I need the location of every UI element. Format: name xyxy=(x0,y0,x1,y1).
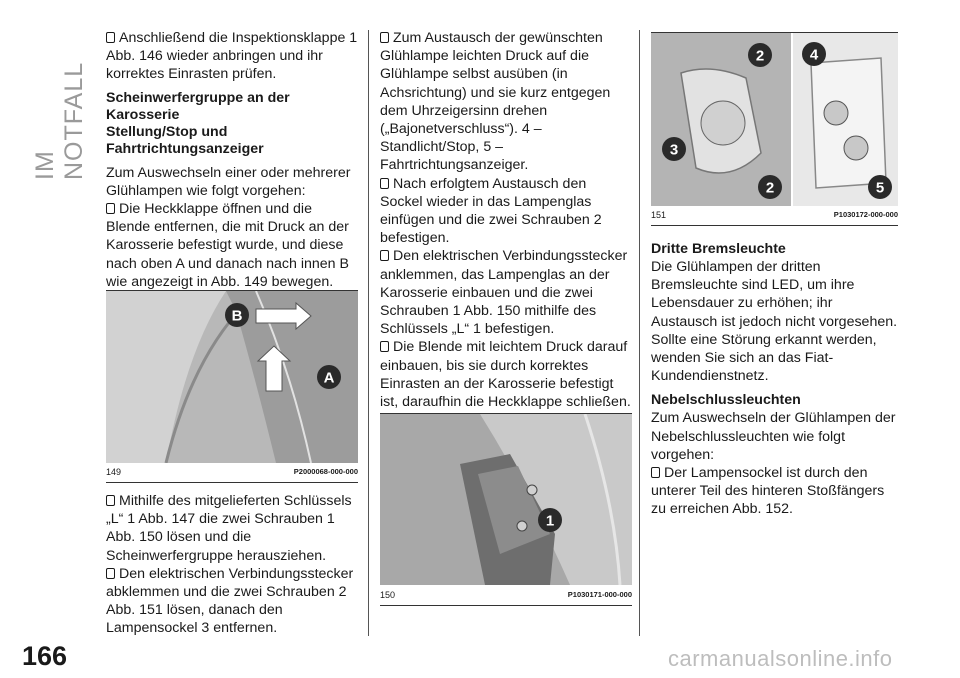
column-divider-1 xyxy=(368,30,369,636)
svg-text:2: 2 xyxy=(765,179,775,197)
figure-150-drawing xyxy=(380,414,632,585)
svg-text:2: 2 xyxy=(755,47,765,65)
svg-text:4: 4 xyxy=(809,46,819,64)
figure-number: 149 xyxy=(106,467,122,477)
paragraph: Die Heckklappe öffnen und die Blende entfernen, die mit Druck an der Karosserie befestigt wurde, und diese nach oben A und danach nach innen B wie angezeigt in Abb. 149 bewegen. xyxy=(106,200,358,291)
figure-number: 151 xyxy=(651,210,667,220)
figure-151-bottom-rule xyxy=(651,225,898,226)
paragraph: Zum Auswechseln einer oder mehrerer Glühlampen wie folgt vorgehen: xyxy=(106,164,351,199)
column-1-lower xyxy=(106,492,358,638)
watermark: carmanualsonline.info xyxy=(668,646,893,671)
svg-text:1: 1 xyxy=(545,512,555,530)
figure-number: 150 xyxy=(380,590,396,600)
paragraph: Den elektrischen Verbindungsstecker abklemmen und die zwei Schrauben 2 Abb. 151 lösen, danach den Lampensockel 3 entfernen. xyxy=(106,565,358,638)
column-2 xyxy=(380,29,632,411)
callout-2-bottom xyxy=(757,174,783,200)
figure-code: P2000068-000-000 xyxy=(293,467,358,476)
callout-4 xyxy=(801,41,827,67)
figure-code: P1030171-000-000 xyxy=(567,590,632,599)
figure-150-bottom-rule xyxy=(380,605,632,606)
paragraph: Zum Austausch der gewünschten Glühlampe leichten Druck auf die Glühlampe selbst ausüben (in Achsrichtung) und sie kurz entgegen dem Uhrzeigersinn drehen („Bajonetverschluss“). 4 – Standlicht/Stop, 5 – Fahrtrichtungsanzeiger. xyxy=(380,29,632,175)
heading-position-stop: Stellung/Stop und Fahrtrichtungsanzeiger xyxy=(106,123,264,157)
column-1 xyxy=(106,29,358,291)
svg-text:A: A xyxy=(323,369,335,387)
paragraph: Die Glühlampen der dritten Bremsleuchte sind LED, um ihre Lebensdauer zu erhöhen; ihr Austausch ist jedoch nicht vorgesehen. Sollte eine Störung erkannt werden, wenden Sie sich an das Fiat-Kundendienstnetz. xyxy=(651,259,898,385)
svg-text:3: 3 xyxy=(669,141,679,159)
svg-text:B: B xyxy=(231,307,243,325)
paragraph: Zum Auswechseln der Glühlampen der Nebelschlussleuchten wie folgt vorgehen: xyxy=(651,410,896,463)
paragraph: Nach erfolgtem Austausch den Sockel wieder in das Lampenglas einfügen und die zwei Schrauben 2 befestigen. xyxy=(380,175,632,248)
page-number: 166 xyxy=(22,641,68,671)
heading-headlight-group: Scheinwerfergruppe an der Karosserie xyxy=(106,89,290,123)
callout-1 xyxy=(537,507,563,533)
heading-fog-lights: Nebelschlussleuchten xyxy=(651,392,801,409)
callout-b xyxy=(224,302,250,328)
callout-3 xyxy=(661,136,687,162)
column-divider-2 xyxy=(639,30,640,636)
paragraph: Die Blende mit leichtem Druck darauf einbauen, bis sie durch korrektes Einrasten an der Karosserie befestigt ist, daraufhin die Heckklappe schließen. xyxy=(380,339,631,411)
paragraph: Der Lampensockel ist durch den unterer Teil des hinteren Stoßfängers zu erreichen Abb. 152. xyxy=(651,464,901,519)
figure-149-image xyxy=(106,291,358,463)
callout-a xyxy=(316,364,342,390)
figure-150-caption xyxy=(380,590,632,602)
figure-149-bottom-rule xyxy=(106,482,358,483)
paragraph: Mithilfe des mitgelieferten Schlüssels „L“ 1 Abb. 147 die zwei Schrauben 1 Abb. 150 lösen und die Scheinwerfergruppe herausziehen. xyxy=(106,492,358,565)
svg-text:5: 5 xyxy=(875,179,885,197)
figure-151-caption xyxy=(651,210,898,222)
figure-150-image xyxy=(380,414,632,585)
figure-code: P1030172-000-000 xyxy=(833,210,898,219)
figure-151-image xyxy=(651,33,898,206)
callout-2-top xyxy=(747,42,773,68)
paragraph: Den elektrischen Verbindungsstecker anklemmen, das Lampenglas an der Karosserie einbauen und die zwei Schrauben 1 Abb. 150 mithilfe des Schlüssels „L“ 1 befestigen. xyxy=(380,247,632,338)
paragraph: Anschließend die Inspektionsklappe 1 Abb. 146 wieder anbringen und ihr korrektes Einrasten prüfen. xyxy=(106,30,358,83)
callout-5 xyxy=(867,174,893,200)
section-title: IM NOTFALL xyxy=(31,61,88,180)
column-3 xyxy=(651,241,901,519)
figure-149-caption xyxy=(106,467,358,479)
heading-third-brake-light: Dritte Bremsleuchte xyxy=(651,241,786,257)
